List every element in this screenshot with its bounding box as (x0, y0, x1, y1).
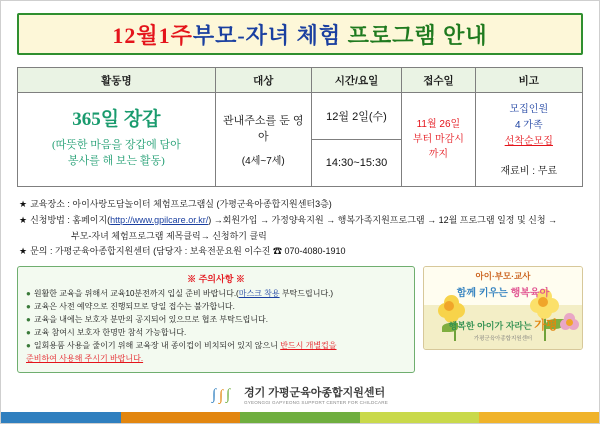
bullet-icon: ● (26, 340, 31, 350)
target-line-1: 관내주소를 둔 영아 (223, 115, 304, 143)
page-title (112, 19, 487, 50)
star-icon: ★ (19, 214, 28, 225)
list-item (26, 314, 406, 327)
photo-top-text: 아이·부모·교사 (475, 271, 531, 281)
notice-item-5-before: 일회용품 사용을 줄이기 위해 교육장 내 종이컵이 비치되어 있지 않으니 (33, 340, 281, 350)
notice-title: ※ 주의사항 ※ (187, 274, 245, 284)
photo-bottom-text (424, 316, 582, 333)
notice-item-1-underline: 마스크 착용 (238, 289, 280, 298)
title-part-2: 부모-자녀 체험 (192, 22, 348, 48)
notice-list (26, 288, 406, 366)
note-capacity-value: 4 가족 (514, 120, 543, 131)
info-contact-label: 문의 : (30, 246, 53, 257)
cell-time-1: 12월 2일(수) (311, 93, 401, 140)
info-row-apply-method-2 (19, 229, 581, 245)
activity-sub-line-1: (따뜻한 마음을 장갑에 담아 (51, 138, 181, 151)
bullet-icon: ● (26, 301, 31, 311)
col-header-activity: 활동명 (18, 68, 216, 93)
bullet-icon: ● (26, 327, 31, 337)
center-logo-icon: ∫ ∫ ∫ (211, 387, 231, 404)
program-table (17, 67, 583, 187)
activity-name: 365일 장갑 (72, 109, 161, 131)
notice-item-1-before: 원활한 교육을 위해서 교육10분전까지 입실 준비 바랍니다.( (33, 289, 239, 298)
photo-sub-text: 가평군육아종합지원센터 (473, 336, 533, 342)
info-row-contact (19, 244, 581, 260)
info-location-text: 아이사랑도담놀이터 체험프로그램실 (가평군육아종합지원센터3층) (72, 199, 332, 209)
color-bar-segment-2 (121, 412, 241, 423)
info-apply-label: 신청방법 : (30, 214, 70, 225)
color-bar-segment-3 (240, 412, 360, 423)
col-header-target: 대상 (215, 68, 311, 93)
page-title-banner (17, 13, 583, 55)
info-row-apply-method (19, 213, 581, 229)
program-table-wrapper (17, 67, 583, 187)
list-item (26, 340, 406, 353)
info-list (19, 197, 581, 260)
footer-text (244, 387, 388, 404)
info-apply-before: 홈페이지( (72, 214, 111, 225)
info-apply-indent-text: 부모-자녀 체험프로그램 제목클릭→ 신청하기 클릭 (71, 230, 267, 241)
list-item (26, 353, 406, 366)
info-row-location (19, 197, 581, 213)
list-item (26, 301, 406, 314)
bullet-icon: ● (26, 289, 31, 298)
apply-line-2: 부터 마감시 (412, 134, 464, 145)
notice-item-5-underline: 반드시 개별컵을 (280, 340, 337, 350)
photo-mid-text-1: 함께 키우는 (456, 288, 511, 299)
notice-item-2: 교육은 사전 예약으로 진행되므로 당일 접수는 불가합니다. (33, 301, 235, 311)
star-icon: ★ (19, 199, 28, 209)
col-header-apply-date: 접수일 (402, 68, 475, 93)
activity-sub (21, 138, 212, 170)
footer-color-bar (1, 412, 599, 423)
bottom-section (17, 266, 583, 373)
photo-mid-text (424, 284, 582, 299)
footer (1, 387, 599, 405)
target-line-2: (4세~7세) (241, 156, 285, 167)
color-bar-segment-5 (479, 412, 599, 423)
table-row (18, 93, 583, 140)
title-part-3: 프로그램 안내 (347, 22, 488, 48)
footer-center-name: 경기 가평군육아종합지원센터 (243, 387, 386, 400)
color-bar-segment-1 (1, 412, 121, 423)
notice-item-1-after: 부탁드립니다.) (279, 289, 334, 298)
note-capacity-label: 모집인원 (509, 104, 549, 115)
info-location-label: 교육장소 : (30, 199, 70, 209)
activity-sub-line-2: 봉사를 해 보는 활동) (67, 154, 165, 167)
list-item (26, 288, 406, 301)
col-header-note: 비고 (475, 68, 582, 93)
photo-bottom-text-1: 행복한 아이가 자라는 (448, 321, 535, 331)
note-fee: 재료비 : 무료 (500, 166, 558, 177)
list-item (26, 327, 406, 340)
bullet-icon: ● (26, 314, 31, 324)
title-part-1: 12월1주 (112, 22, 193, 48)
note-first-come: 선착순모집 (504, 136, 553, 147)
cell-time-2: 14:30~15:30 (311, 140, 401, 187)
footer-center-subtitle: GYEONGGI GAPYEONG SUPPORT CENTER FOR CHILDCARE (243, 399, 389, 405)
star-icon: ★ (19, 246, 28, 257)
cell-target (215, 93, 311, 187)
color-bar-segment-4 (360, 412, 480, 423)
promo-photo-card (423, 266, 583, 350)
cell-note (475, 93, 582, 187)
info-apply-link[interactable]: http://www.gpilcare.or.kr/ (110, 214, 209, 225)
info-apply-after: ) →회원가입 → 가정양육지원 → 행복가족지원프로그램 → 12월 프로그램 일정 및 신청 → (208, 214, 558, 225)
cell-apply-date (402, 93, 475, 187)
info-contact-text: 가평군육아종합지원센터 (담당자 : 보육전문요원 이수진 ☎ 070-4080-1910 (54, 246, 346, 257)
cell-activity (18, 93, 216, 187)
col-header-time: 시간/요일 (311, 68, 401, 93)
table-header-row (18, 68, 583, 93)
photo-mid-text-2: 행복육아 (510, 288, 550, 299)
apply-line-3: 까지 (428, 149, 449, 160)
photo-bottom-text-2: 가평 (534, 318, 558, 332)
notice-item-3: 교육을 내에는 보호자 분만의 공지되어 있으므로 협조 부탁드립니다. (33, 314, 269, 324)
apply-line-1: 11월 26일 (416, 119, 461, 130)
notice-item-6-underline: 준비하여 사용해 주시기 바랍니다. (26, 353, 144, 363)
notice-item-4: 교육 참여시 보호자 한명만 참석 가능합니다. (33, 327, 187, 337)
notice-box (17, 266, 415, 373)
